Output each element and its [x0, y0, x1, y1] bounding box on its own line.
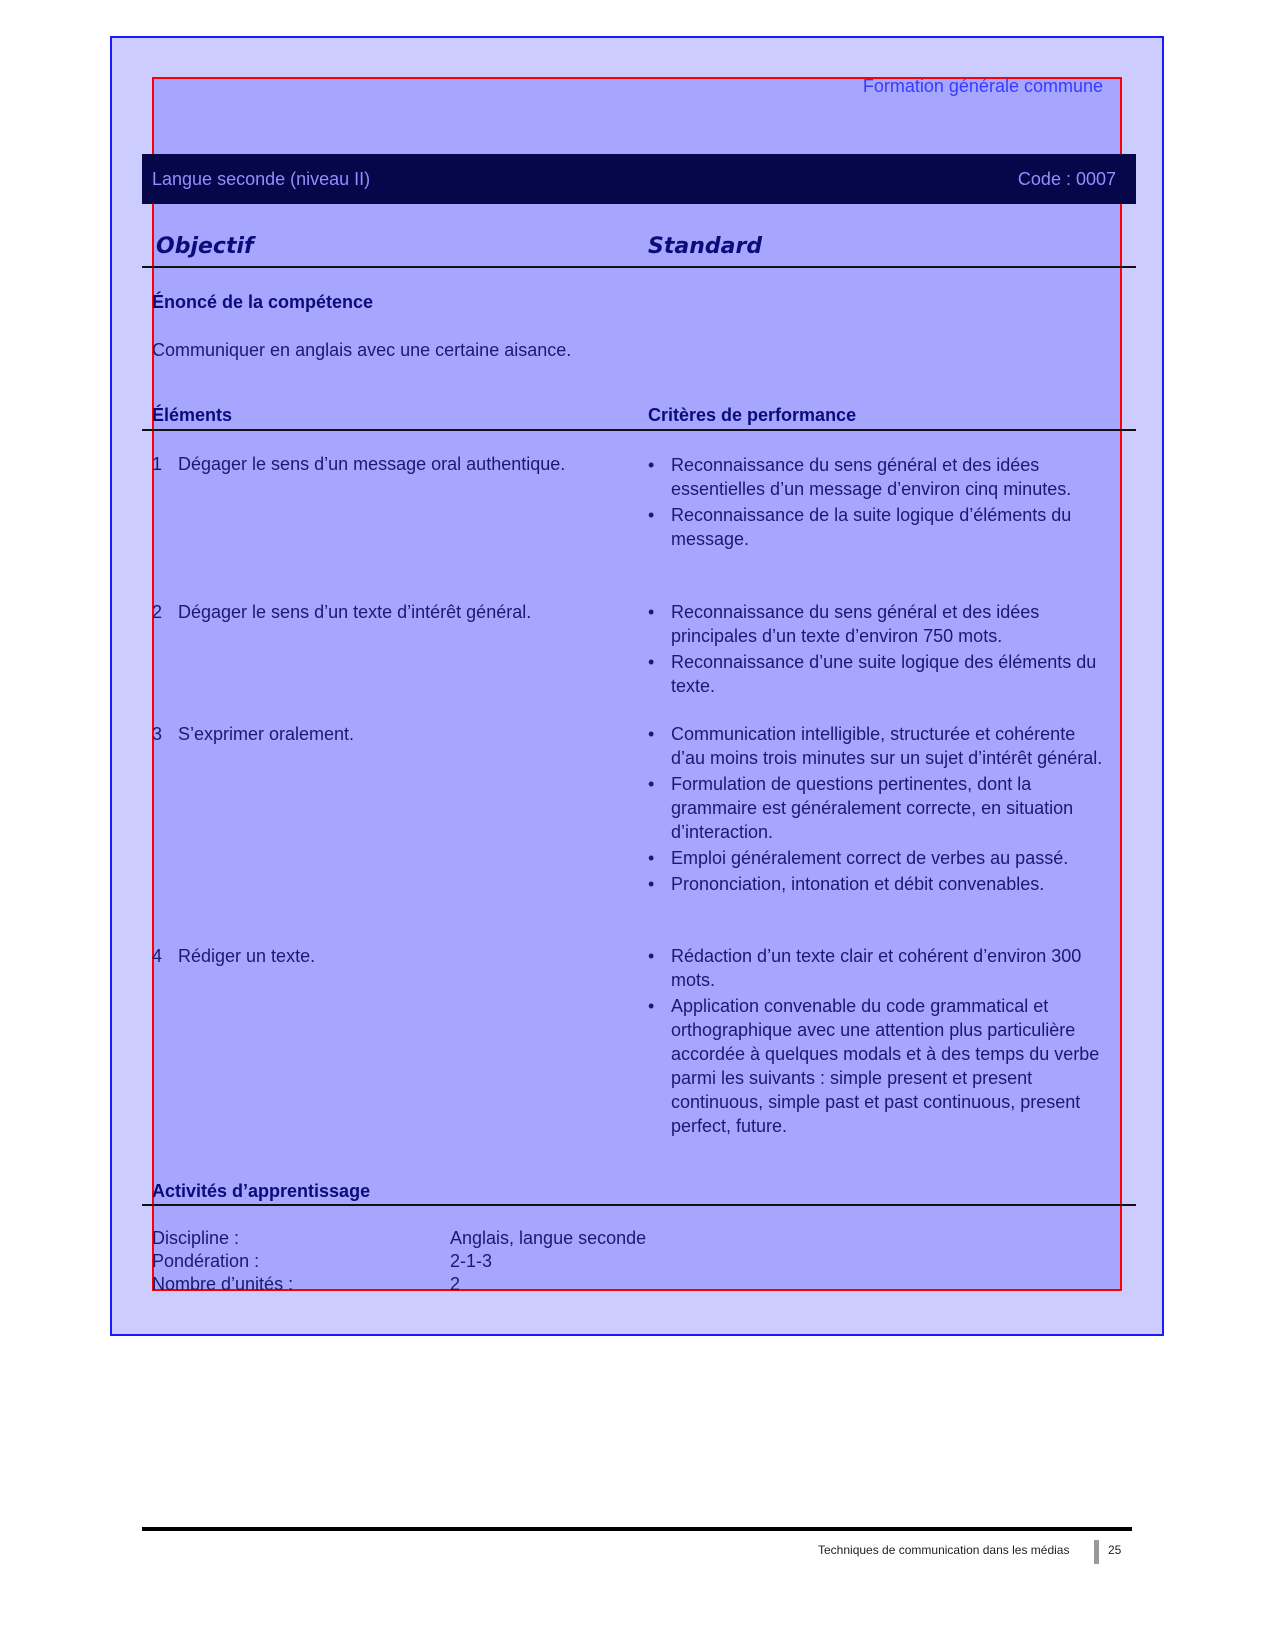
criterion-item: • Reconnaissance du sens général et des idées principales d’un texte d’environ 750 mots.	[648, 602, 1040, 646]
divider	[142, 429, 1136, 431]
info-row-discipline: Discipline : Anglais, langue seconde	[152, 1228, 647, 1248]
header-label: Formation générale commune	[862, 76, 1103, 96]
criteria-list	[648, 722, 1113, 898]
objectif-heading: Objectif	[156, 234, 254, 259]
criterion-item: • Prononciation, intonation et débit convenables.	[648, 874, 1045, 894]
criterion-item: • Communication intelligible, structurée et cohérente d’au moins trois minutes sur un sujet d’intérêt général.	[648, 724, 1103, 768]
criterion-item: • Formulation de questions pertinentes, dont la grammaire est généralement correcte, en situation d’interaction.	[648, 774, 1074, 842]
divider	[142, 266, 1136, 268]
course-code: Code : 0007	[1017, 169, 1116, 189]
criterion-item: • Application convenable du code grammatical et orthographique avec une attention plus particulière accordée à quelques modals et à des temps du verbe parmi les suivants : simple present et present continuous, simple past et past continuous, present perfect, future.	[648, 996, 1100, 1136]
criterion-item: • Reconnaissance d’une suite logique des éléments du texte.	[648, 652, 1097, 696]
title-bar	[142, 154, 1136, 204]
info-row-unites: Nombre d’unités : 2	[152, 1274, 461, 1294]
criterion-item: • Rédaction d’un texte clair et cohérent d’environ 300 mots.	[648, 946, 1082, 990]
element-item: 1 Dégager le sens d’un message oral authentique.	[152, 454, 566, 474]
criteria-list	[648, 453, 1108, 553]
page-number: 25	[1108, 1543, 1122, 1557]
activities-heading: Activités d’apprentissage	[152, 1181, 371, 1201]
info-row-ponderation: Pondération : 2-1-3	[152, 1251, 493, 1271]
divider	[142, 1204, 1136, 1206]
element-item: 2 Dégager le sens d’un texte d’intérêt général.	[152, 602, 532, 622]
criteria-list	[648, 944, 1113, 1140]
standard-heading: Standard	[648, 234, 763, 259]
footer-separator	[1094, 1540, 1099, 1564]
element-item: 4 Rédiger un texte.	[152, 946, 316, 966]
criteres-heading: Critères de performance	[648, 405, 857, 425]
course-title: Langue seconde (niveau II)	[152, 169, 371, 189]
criterion-item: • Emploi généralement correct de verbes au passé.	[648, 848, 1069, 868]
criteria-list	[648, 600, 1108, 700]
footer-text: Techniques de communication dans les médias	[818, 1543, 1070, 1557]
criterion-item: • Reconnaissance du sens général et des idées essentielles d’un message d’environ cinq minutes.	[648, 455, 1072, 499]
criterion-item: • Reconnaissance de la suite logique d’éléments du message.	[648, 505, 1072, 549]
enonce-text: Communiquer en anglais avec une certaine aisance.	[152, 340, 572, 360]
elements-heading: Éléments	[152, 405, 233, 425]
footer-divider	[142, 1527, 1132, 1531]
element-item: 3 S’exprimer oralement.	[152, 724, 355, 744]
enonce-heading: Énoncé de la compétence	[152, 292, 374, 312]
